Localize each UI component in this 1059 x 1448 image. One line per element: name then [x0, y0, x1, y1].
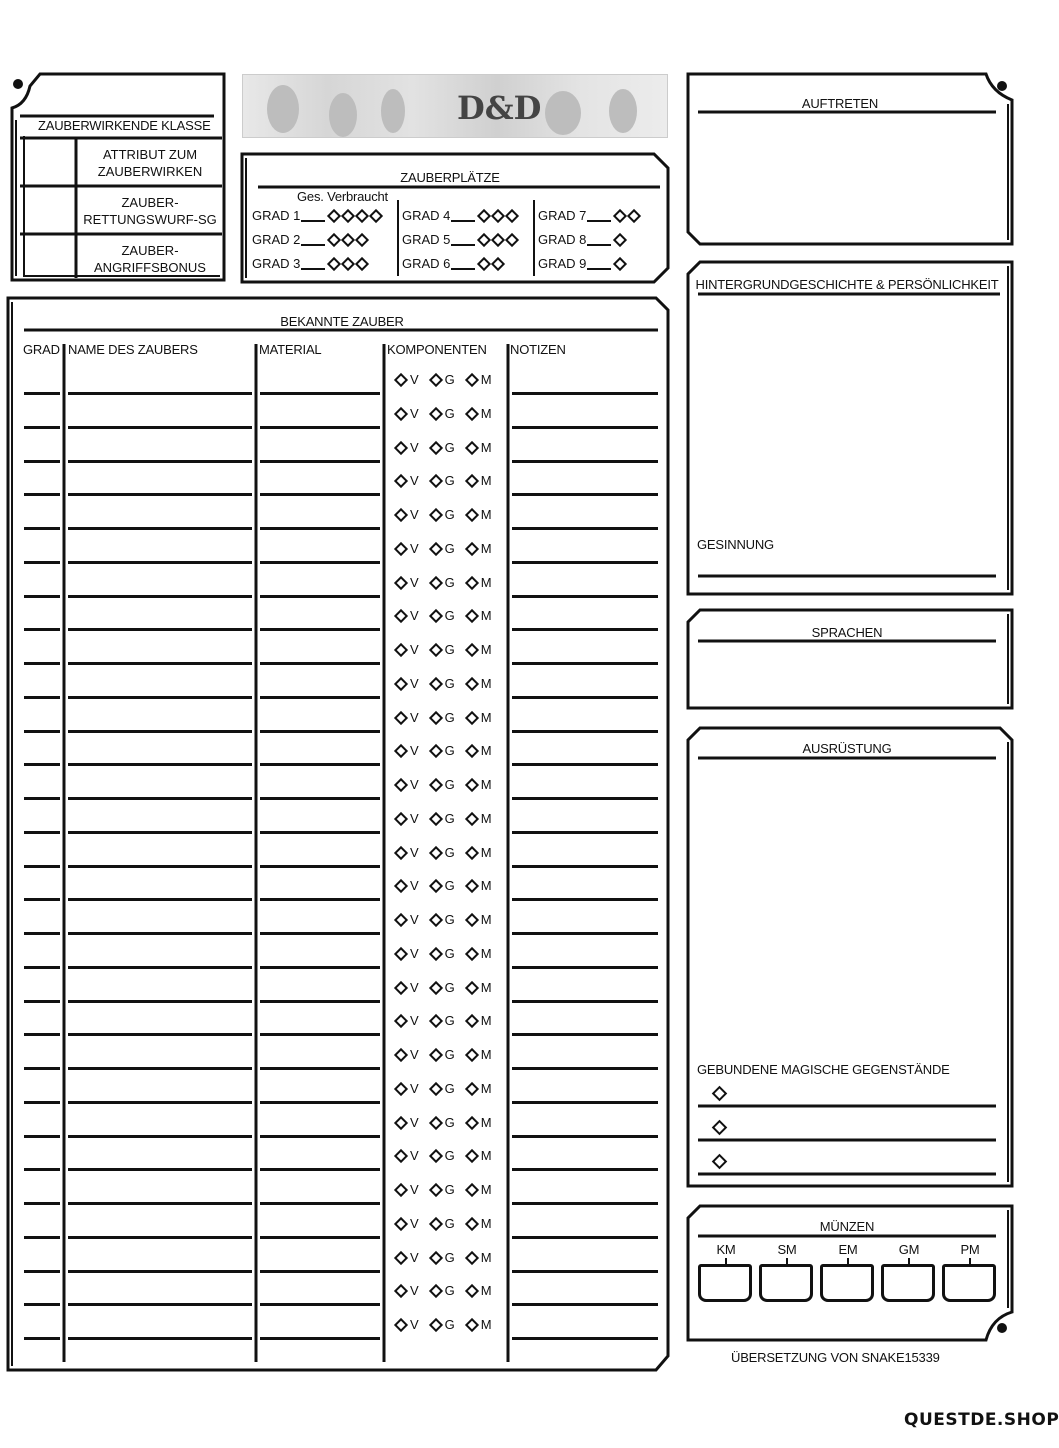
component-letter: G — [444, 1283, 455, 1298]
component-letter: G — [444, 878, 455, 893]
component-letter: G — [444, 507, 455, 522]
equipment-title: AUSRÜSTUNG — [802, 741, 892, 756]
component-letter: V — [410, 440, 419, 455]
component-letter: M — [480, 406, 492, 421]
component-letter: V — [410, 710, 419, 725]
component-letter: V — [410, 946, 419, 961]
component-letter: V — [410, 507, 419, 522]
component-letter: M — [480, 777, 492, 792]
header-notes: NOTIZEN — [510, 342, 566, 357]
component-letter: G — [444, 575, 455, 590]
coin-field[interactable] — [942, 1264, 996, 1302]
coin-label: GM — [898, 1242, 920, 1257]
component-letter: G — [444, 777, 455, 792]
component-letter: V — [410, 473, 419, 488]
component-letter: V — [410, 575, 419, 590]
component-letter: V — [410, 1081, 419, 1096]
coin-label: PM — [960, 1242, 980, 1257]
component-letter: G — [444, 1216, 455, 1231]
component-letter: G — [444, 1148, 455, 1163]
header-components: KOMPONENTEN — [387, 342, 487, 357]
component-letter: V — [410, 777, 419, 792]
component-letter: M — [480, 1115, 492, 1130]
alignment-label: GESINNUNG — [697, 537, 774, 552]
component-letter: V — [410, 372, 419, 387]
component-letter: V — [410, 1182, 419, 1197]
component-letter: G — [444, 811, 455, 826]
component-letter: G — [444, 1115, 455, 1130]
casting-ability-label: ATTRIBUT ZUM ZAUBERWIRKEN — [97, 147, 203, 179]
spell-slot-grade-label: GRAD 6 — [402, 256, 451, 271]
component-letter: M — [480, 710, 492, 725]
coin-label: SM — [777, 1242, 797, 1257]
spell-save-label: ZAUBER- RETTUNGSWURF-SG — [83, 195, 217, 227]
component-letter: M — [480, 946, 492, 961]
component-letter: G — [444, 743, 455, 758]
background-title: HINTERGRUNDGESCHICHTE & PERSÖNLICHKEIT — [695, 277, 999, 292]
component-letter: M — [480, 372, 492, 387]
coin-field[interactable] — [698, 1264, 752, 1302]
spell-slot-grade-label: GRAD 9 — [538, 256, 587, 271]
component-letter: M — [480, 1283, 492, 1298]
known-spells-title: BEKANNTE ZAUBER — [280, 314, 404, 329]
component-letter: V — [410, 845, 419, 860]
component-letter: G — [444, 406, 455, 421]
caster-class-label: ZAUBERWIRKENDE KLASSE — [38, 118, 211, 133]
spell-slot-grade-label: GRAD 5 — [402, 232, 451, 247]
component-letter: M — [480, 541, 492, 556]
component-letter: V — [410, 743, 419, 758]
brand-watermark[interactable]: QUESTDE.SHOP — [904, 1410, 1059, 1430]
component-letter: V — [410, 1013, 419, 1028]
component-letter: V — [410, 1283, 419, 1298]
component-letter: M — [480, 845, 492, 860]
spell-slots-subtitle: Ges. Verbraucht — [297, 189, 388, 204]
appearance-title: AUFTRETEN — [801, 96, 879, 111]
spell-slot-grade-label: GRAD 7 — [538, 208, 587, 223]
translation-credit: ÜBERSETZUNG VON SNAKE15339 — [731, 1350, 940, 1365]
corner-rivet-icon — [997, 1323, 1007, 1333]
component-letter: M — [480, 608, 492, 623]
component-letter: V — [410, 642, 419, 657]
coin-label: EM — [838, 1242, 858, 1257]
component-letter: M — [480, 676, 492, 691]
component-letter: V — [410, 541, 419, 556]
coin-label: KM — [716, 1242, 736, 1257]
component-letter: M — [480, 575, 492, 590]
spell-slot-grade-label: GRAD 1 — [252, 208, 301, 223]
component-letter: V — [410, 1216, 419, 1231]
component-letter: G — [444, 440, 455, 455]
component-letter: V — [410, 676, 419, 691]
component-letter: M — [480, 1047, 492, 1062]
coin-field[interactable] — [820, 1264, 874, 1302]
component-letter: G — [444, 372, 455, 387]
component-letter: G — [444, 608, 455, 623]
header-material: MATERIAL — [259, 342, 322, 357]
component-letter: M — [480, 1148, 492, 1163]
component-letter: M — [480, 1317, 492, 1332]
component-letter: V — [410, 1148, 419, 1163]
coin-field[interactable] — [881, 1264, 935, 1302]
dnd-logo: D&D — [457, 89, 542, 127]
component-letter: G — [444, 912, 455, 927]
spell-slot-grade-label: GRAD 3 — [252, 256, 301, 271]
languages-title: SPRACHEN — [811, 625, 883, 640]
component-letter: G — [444, 1081, 455, 1096]
component-letter: M — [480, 440, 492, 455]
component-letter: G — [444, 946, 455, 961]
coins-title: MÜNZEN — [819, 1219, 875, 1234]
component-letter: V — [410, 878, 419, 893]
component-letter: G — [444, 1047, 455, 1062]
component-letter: M — [480, 811, 492, 826]
spell-slot-grade-label: GRAD 8 — [538, 232, 587, 247]
component-letter: G — [444, 473, 455, 488]
component-letter: M — [480, 1182, 492, 1197]
component-letter: G — [444, 710, 455, 725]
component-letter: V — [410, 608, 419, 623]
header-grade: GRAD — [23, 342, 60, 357]
component-letter: G — [444, 676, 455, 691]
component-letter: M — [480, 642, 492, 657]
component-letter: V — [410, 980, 419, 995]
component-letter: V — [410, 1115, 419, 1130]
spell-slots-title: ZAUBERPLÄTZE — [400, 170, 500, 185]
component-letter: M — [480, 743, 492, 758]
component-letter: M — [480, 912, 492, 927]
component-letter: M — [480, 980, 492, 995]
component-letter: G — [444, 1182, 455, 1197]
component-letter: G — [444, 642, 455, 657]
component-letter: M — [480, 1250, 492, 1265]
component-letter: M — [480, 1081, 492, 1096]
attuned-items-label: GEBUNDENE MAGISCHE GEGENSTÄNDE — [697, 1062, 950, 1077]
spell-slot-grade-label: GRAD 4 — [402, 208, 451, 223]
component-letter: G — [444, 541, 455, 556]
component-letter: V — [410, 1250, 419, 1265]
component-letter: M — [480, 878, 492, 893]
spell-attack-label: ZAUBER- ANGRIFFSBONUS — [94, 243, 206, 275]
spell-slot-grade-label: GRAD 2 — [252, 232, 301, 247]
component-letter: G — [444, 845, 455, 860]
header-spell-name: NAME DES ZAUBERS — [68, 342, 198, 357]
component-letter: M — [480, 1013, 492, 1028]
component-letter: V — [410, 406, 419, 421]
component-letter: G — [444, 1317, 455, 1332]
component-letter: V — [410, 912, 419, 927]
component-letter: V — [410, 1047, 419, 1062]
component-letter: G — [444, 1250, 455, 1265]
coin-field[interactable] — [759, 1264, 813, 1302]
component-letter: G — [444, 1013, 455, 1028]
component-letter: G — [444, 980, 455, 995]
component-letter: V — [410, 1317, 419, 1332]
component-letter: M — [480, 473, 492, 488]
component-letter: M — [480, 507, 492, 522]
component-letter: V — [410, 811, 419, 826]
component-letter: M — [480, 1216, 492, 1231]
